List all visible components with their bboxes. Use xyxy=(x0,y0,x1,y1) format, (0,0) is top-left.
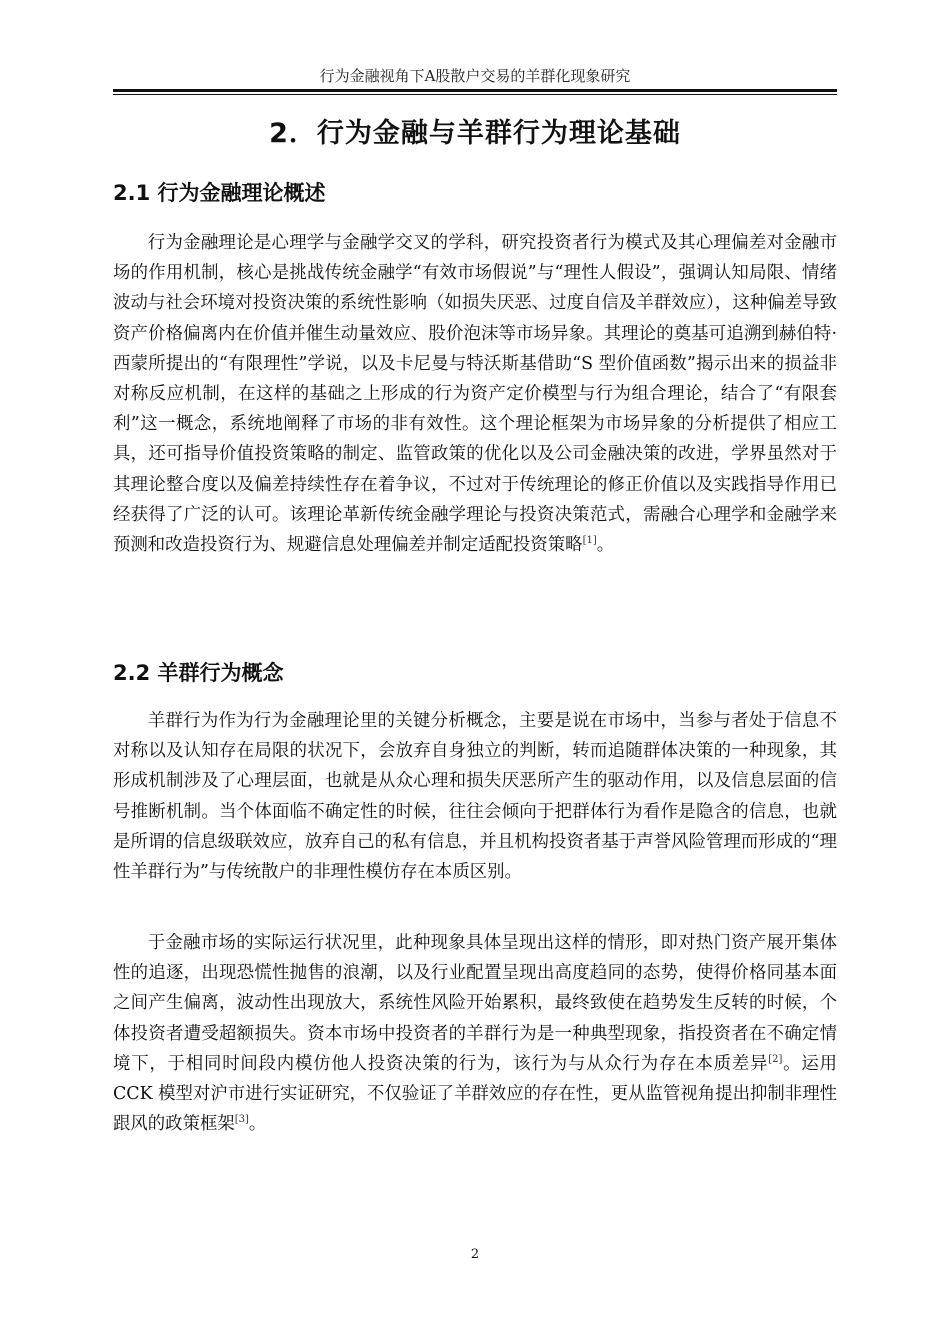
running-header: 行为金融视角下A股散户交易的羊群化现象研究 xyxy=(319,67,631,85)
chapter-title: 2．行为金融与羊群行为理论基础 xyxy=(269,118,681,149)
paragraph-2-2-2 xyxy=(113,928,837,1139)
paragraph-tail: 。 xyxy=(596,535,615,556)
paragraph-tail: 。运用 CCK 模型对沪市进行实证研究，不仅验证了羊群效应的存在性，更从监管视角提出抑制非理性跟风的政策框架 xyxy=(113,1053,837,1135)
paragraph-text: 羊群行为作为行为金融理论里的关键分析概念，主要是说在市场中，当参与者处于信息不对称以及认知存在局限的状况下，会放弃自身独立的判断，转而追随群体决策的一种现象，其形成机制涉及了心理层面，也就是从众心理和损失厌恶所产生的驱动作用，以及信息层面的信号推断机制。当个体面临不确定性的时候，往往会倾向于把群体行为看作是隐含的信息，也就是所谓的信息级联效应，放弃自己的私有信息，并且机构投资者基于声誉风险管理而形成的“理性羊群行为”与传统散户的非理性模仿存在本质区别。 xyxy=(113,711,837,883)
header-rule xyxy=(113,89,837,92)
paragraph-2-2-1 xyxy=(113,706,837,887)
page-number: 2 xyxy=(470,1247,480,1262)
citation-2: [2] xyxy=(768,1054,783,1066)
citation-3: [3] xyxy=(234,1114,249,1126)
section-heading-2-1: 2.1 行为金融理论概述 xyxy=(113,181,326,205)
paragraph-tail: 。 xyxy=(248,1114,267,1135)
citation-1: [1] xyxy=(582,535,597,547)
paragraph-text: 行为金融理论是心理学与金融学交叉的学科，研究投资者行为模式及其心理偏差对金融市场的作用机制，核心是挑战传统金融学“有效市场假说”与“理性人假设”，强调认知局限、情绪波动与社会环境对投资决策的系统性影响（如损失厌恶、过度自信及羊群效应），这种偏差导致资产价格偏离内在价值并催生动量效应、股价泡沫等市场异象。其理论的奠基可追溯到赫伯特·西蒙所提出的“有限理性”学说，以及卡尼曼与特沃斯基借助“S 型价值函数”揭示出来的损益非对称反应机制，在这样的基础之上形成的行为资产定价模型与行为组合理论，结合了“有限套利”这一概念，系统地阐释了市场的非有效性。这个理论框架为市场异象的分析提供了相应工具，还可指导价值投资策略的制定、监管政策的优化以及公司金融决策的改进，学界虽然对于其理论整合度以及偏差持续性存在着争议，不过对于传统理论的修正价值以及实践指导作用已经获得了广泛的认可。该理论革新传统金融学理论与投资决策范式，需融合心理学和金融学来预测和改造投资行为、规避信息处理偏差并制定适配投资策略 xyxy=(113,233,837,556)
paragraph-2-1-1 xyxy=(113,228,837,560)
header-rule-thin xyxy=(113,94,837,95)
paragraph-text: 于金融市场的实际运行状况里，此种现象具体呈现出这样的情形，即对热门资产展开集体性的追逐，出现恐慌性抛售的浪潮，以及行业配置呈现出高度趋同的态势，使得价格同基本面之间产生偏离，波动性出现放大，系统性风险开始累积，最终致使在趋势发生反转的时候，个体投资者遭受超额损失。资本市场中投资者的羊群行为是一种典型现象，指投资者在不确定情境下，于相同时间段内模仿他人投资决策的行为，该行为与从众行为存在本质差异 xyxy=(113,933,837,1074)
section-heading-2-2: 2.2 羊群行为概念 xyxy=(113,661,284,685)
